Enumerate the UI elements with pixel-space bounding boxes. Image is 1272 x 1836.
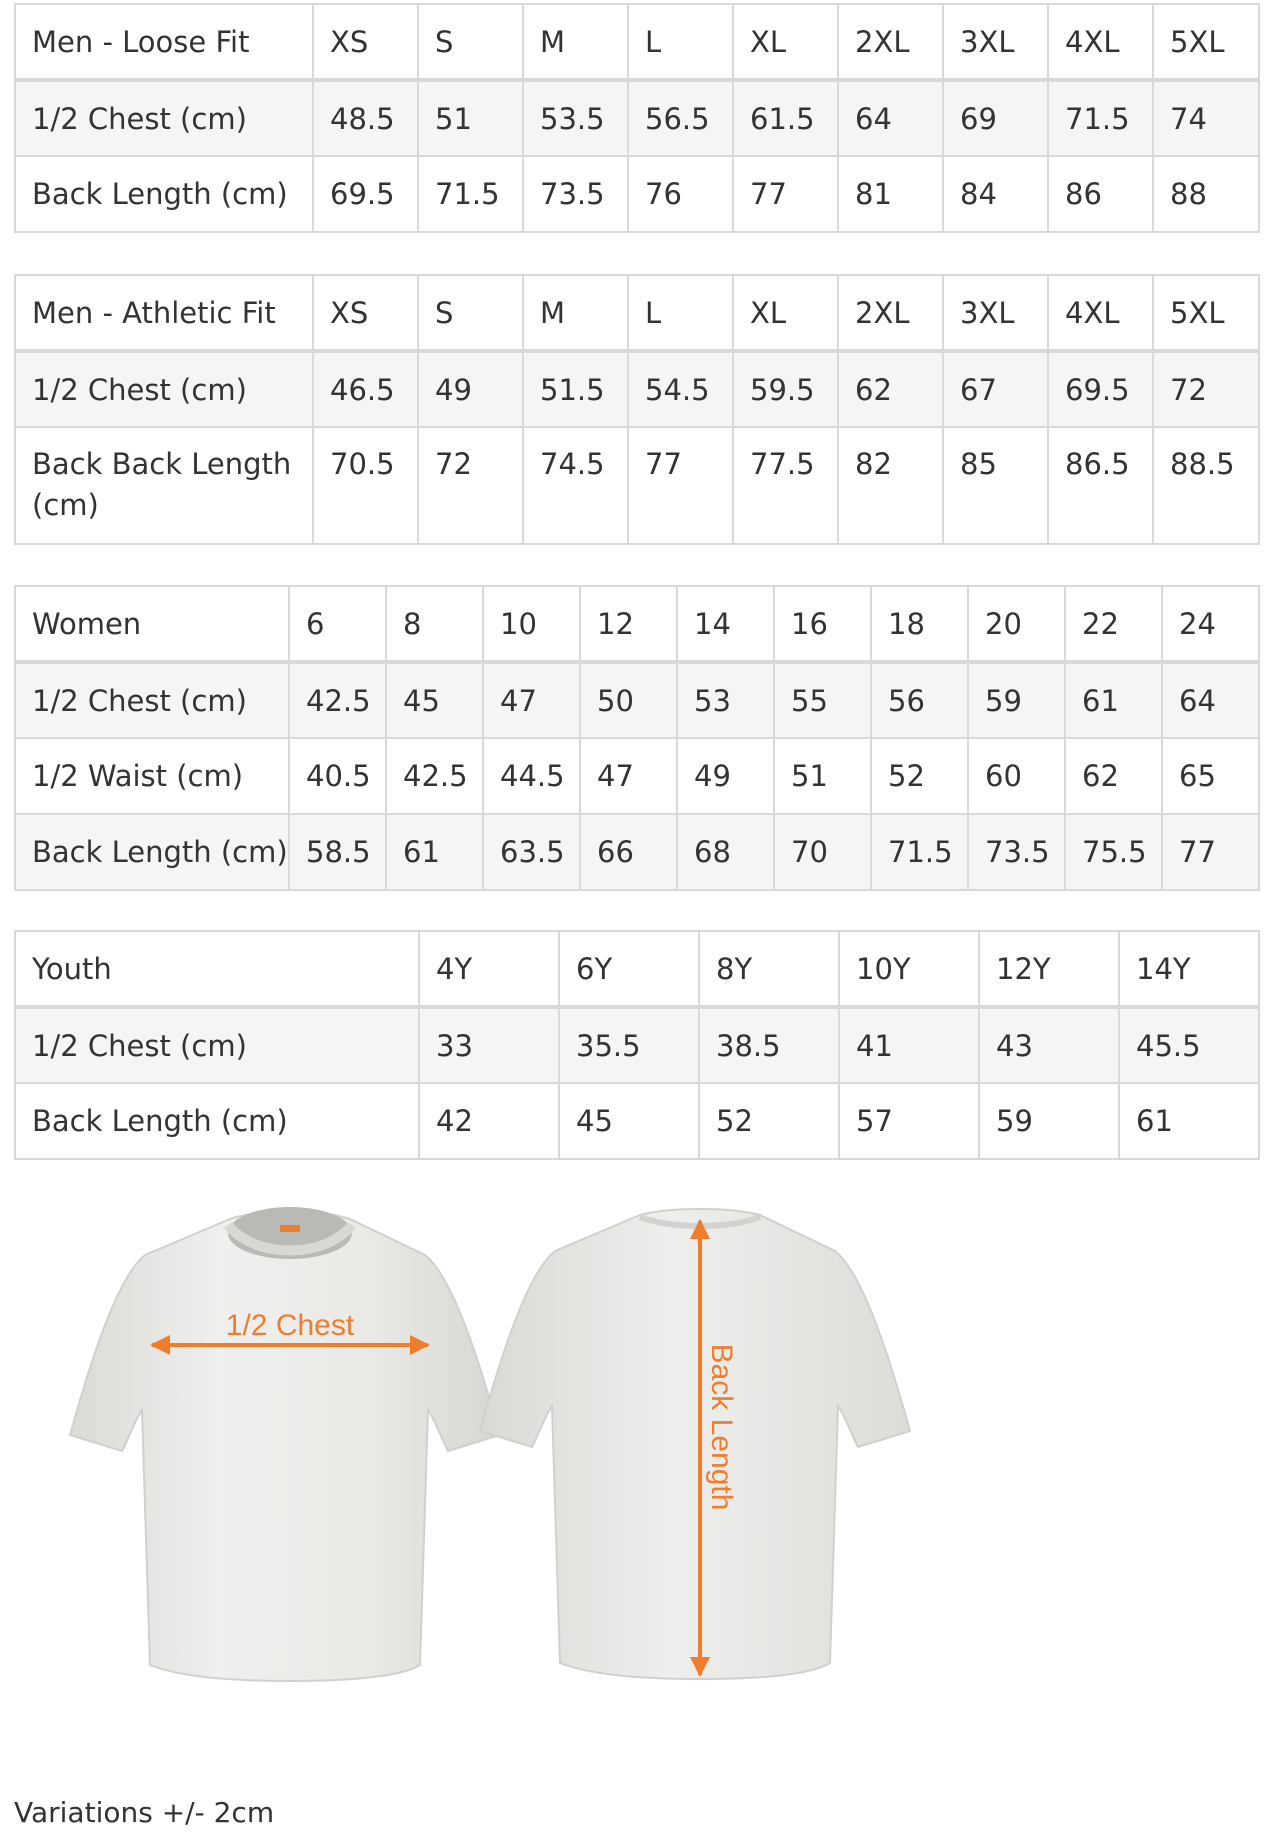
table-cell: 67: [943, 351, 1048, 427]
table-cell: 38.5: [699, 1007, 839, 1083]
table-cell: 73.5: [523, 156, 628, 232]
table-header-cell: M: [523, 4, 628, 80]
table-cell: 42: [419, 1083, 559, 1159]
table-header-cell: XS: [313, 275, 418, 351]
table-cell: 1/2 Chest (cm): [15, 351, 313, 427]
table-cell: 61: [1065, 662, 1162, 738]
table-cell: 88.5: [1153, 427, 1259, 544]
table-header-cell: 16: [774, 586, 871, 662]
table-cell: 49: [677, 738, 774, 814]
table-cell: 59.5: [733, 351, 838, 427]
table-cell: 43: [979, 1007, 1119, 1083]
table-cell: 57: [839, 1083, 979, 1159]
table-header-row: [15, 275, 1259, 351]
table-cell: 74: [1153, 80, 1259, 156]
table-cell: 58.5: [289, 814, 386, 890]
table-cell: Back Length (cm): [15, 814, 289, 890]
table-cell: 42.5: [289, 662, 386, 738]
table-cell: 1/2 Chest (cm): [15, 80, 313, 156]
tshirt-back-icon: [480, 1209, 910, 1679]
table-cell: 1/2 Chest (cm): [15, 662, 289, 738]
table-cell: 47: [483, 662, 580, 738]
table-cell: 77: [628, 427, 733, 544]
table-cell: 44.5: [483, 738, 580, 814]
table-cell: 45: [386, 662, 483, 738]
table-cell: 64: [838, 80, 943, 156]
back-length-label: Back Length: [705, 1343, 738, 1511]
table-cell: 71.5: [1048, 80, 1153, 156]
table-cell: 66: [580, 814, 677, 890]
table-header-cell: 8Y: [699, 931, 839, 1007]
table-header-cell: 5XL: [1153, 275, 1259, 351]
table-header-cell: 3XL: [943, 4, 1048, 80]
table-cell: 82: [838, 427, 943, 544]
table-cell: 65: [1162, 738, 1259, 814]
table-row: [15, 1083, 1259, 1159]
table-header-row: [15, 4, 1259, 80]
table-header-cell: 12Y: [979, 931, 1119, 1007]
table-cell: Back Back Length (cm): [15, 427, 313, 544]
table-cell: 45.5: [1119, 1007, 1259, 1083]
table-header-cell: XL: [733, 275, 838, 351]
table-cell: 71.5: [418, 156, 523, 232]
table-header-cell: M: [523, 275, 628, 351]
table-header-cell: 4XL: [1048, 4, 1153, 80]
table-header-cell: 12: [580, 586, 677, 662]
table-row: [15, 351, 1259, 427]
table-cell: 77.5: [733, 427, 838, 544]
table-cell: 64: [1162, 662, 1259, 738]
table-cell: 53: [677, 662, 774, 738]
youth-table: [14, 930, 1260, 1160]
table-cell: Back Length (cm): [15, 1083, 419, 1159]
table-header-cell: 20: [968, 586, 1065, 662]
table-cell: 77: [733, 156, 838, 232]
table-cell: 59: [979, 1083, 1119, 1159]
table-header-cell: Youth: [15, 931, 419, 1007]
table-cell: 54.5: [628, 351, 733, 427]
table-header-cell: 5XL: [1153, 4, 1259, 80]
table-header-cell: 14Y: [1119, 931, 1259, 1007]
tshirt-front-icon: [70, 1207, 500, 1681]
table-cell: 74.5: [523, 427, 628, 544]
table-cell: 61.5: [733, 80, 838, 156]
table-cell: 41: [839, 1007, 979, 1083]
table-header-cell: 4Y: [419, 931, 559, 1007]
table-row: [15, 156, 1259, 232]
table-cell: 40.5: [289, 738, 386, 814]
table-header-cell: 10Y: [839, 931, 979, 1007]
table-cell: 86: [1048, 156, 1153, 232]
men-athletic-fit-table: [14, 274, 1260, 545]
table-cell: 70: [774, 814, 871, 890]
table-header-cell: 14: [677, 586, 774, 662]
table-cell: 77: [1162, 814, 1259, 890]
table-cell: 1/2 Waist (cm): [15, 738, 289, 814]
table-header-cell: 6Y: [559, 931, 699, 1007]
table-header-cell: Women: [15, 586, 289, 662]
table-cell: 76: [628, 156, 733, 232]
table-cell: 53.5: [523, 80, 628, 156]
table-cell: 72: [1153, 351, 1259, 427]
table-row: [15, 662, 1259, 738]
table-header-cell: 10: [483, 586, 580, 662]
table-cell: 52: [699, 1083, 839, 1159]
table-cell: 56: [871, 662, 968, 738]
table-cell: 72: [418, 427, 523, 544]
table-cell: 68: [677, 814, 774, 890]
table-cell: 73.5: [968, 814, 1065, 890]
table-cell: 59: [968, 662, 1065, 738]
table-header-cell: 24: [1162, 586, 1259, 662]
table-cell: 81: [838, 156, 943, 232]
table-cell: 61: [1119, 1083, 1259, 1159]
table-cell: 50: [580, 662, 677, 738]
table-header-cell: XS: [313, 4, 418, 80]
table-row: [15, 1007, 1259, 1083]
table-cell: 85: [943, 427, 1048, 544]
table-header-cell: XL: [733, 4, 838, 80]
table-header-row: [15, 931, 1259, 1007]
table-cell: 46.5: [313, 351, 418, 427]
table-cell: 86.5: [1048, 427, 1153, 544]
table-header-cell: 22: [1065, 586, 1162, 662]
table-cell: 35.5: [559, 1007, 699, 1083]
table-header-cell: Men - Loose Fit: [15, 4, 313, 80]
table-row: [15, 427, 1259, 544]
table-cell: 48.5: [313, 80, 418, 156]
table-cell: 47: [580, 738, 677, 814]
table-cell: 56.5: [628, 80, 733, 156]
table-cell: 62: [838, 351, 943, 427]
table-cell: 51: [418, 80, 523, 156]
table-cell: 33: [419, 1007, 559, 1083]
table-row: [15, 80, 1259, 156]
table-cell: 61: [386, 814, 483, 890]
table-header-cell: Men - Athletic Fit: [15, 275, 313, 351]
table-header-cell: 18: [871, 586, 968, 662]
table-row: [15, 738, 1259, 814]
table-cell: 71.5: [871, 814, 968, 890]
table-cell: 45: [559, 1083, 699, 1159]
table-cell: 52: [871, 738, 968, 814]
women-table: [14, 585, 1260, 891]
table-cell: 60: [968, 738, 1065, 814]
table-header-cell: L: [628, 275, 733, 351]
table-cell: 49: [418, 351, 523, 427]
table-cell: 55: [774, 662, 871, 738]
table-header-cell: 3XL: [943, 275, 1048, 351]
table-header-cell: 4XL: [1048, 275, 1153, 351]
table-header-cell: L: [628, 4, 733, 80]
table-cell: 69.5: [313, 156, 418, 232]
table-header-cell: S: [418, 275, 523, 351]
table-cell: 84: [943, 156, 1048, 232]
table-header-row: [15, 586, 1259, 662]
table-header-cell: 6: [289, 586, 386, 662]
table-cell: 69.5: [1048, 351, 1153, 427]
table-cell: Back Length (cm): [15, 156, 313, 232]
table-cell: 75.5: [1065, 814, 1162, 890]
table-cell: 70.5: [313, 427, 418, 544]
table-header-cell: S: [418, 4, 523, 80]
tshirt-diagram: [30, 1195, 1060, 1795]
table-cell: 51.5: [523, 351, 628, 427]
table-cell: 63.5: [483, 814, 580, 890]
men-loose-fit-table: [14, 3, 1260, 233]
table-cell: 88: [1153, 156, 1259, 232]
table-cell: 1/2 Chest (cm): [15, 1007, 419, 1083]
table-header-cell: 2XL: [838, 275, 943, 351]
table-row: [15, 814, 1259, 890]
variations-note: Variations +/- 2cm: [14, 1796, 275, 1829]
table-cell: 69: [943, 80, 1048, 156]
table-cell: 42.5: [386, 738, 483, 814]
table-cell: 62: [1065, 738, 1162, 814]
table-cell: 51: [774, 738, 871, 814]
table-header-cell: 2XL: [838, 4, 943, 80]
chest-label: 1/2 Chest: [225, 1309, 355, 1342]
table-header-cell: 8: [386, 586, 483, 662]
